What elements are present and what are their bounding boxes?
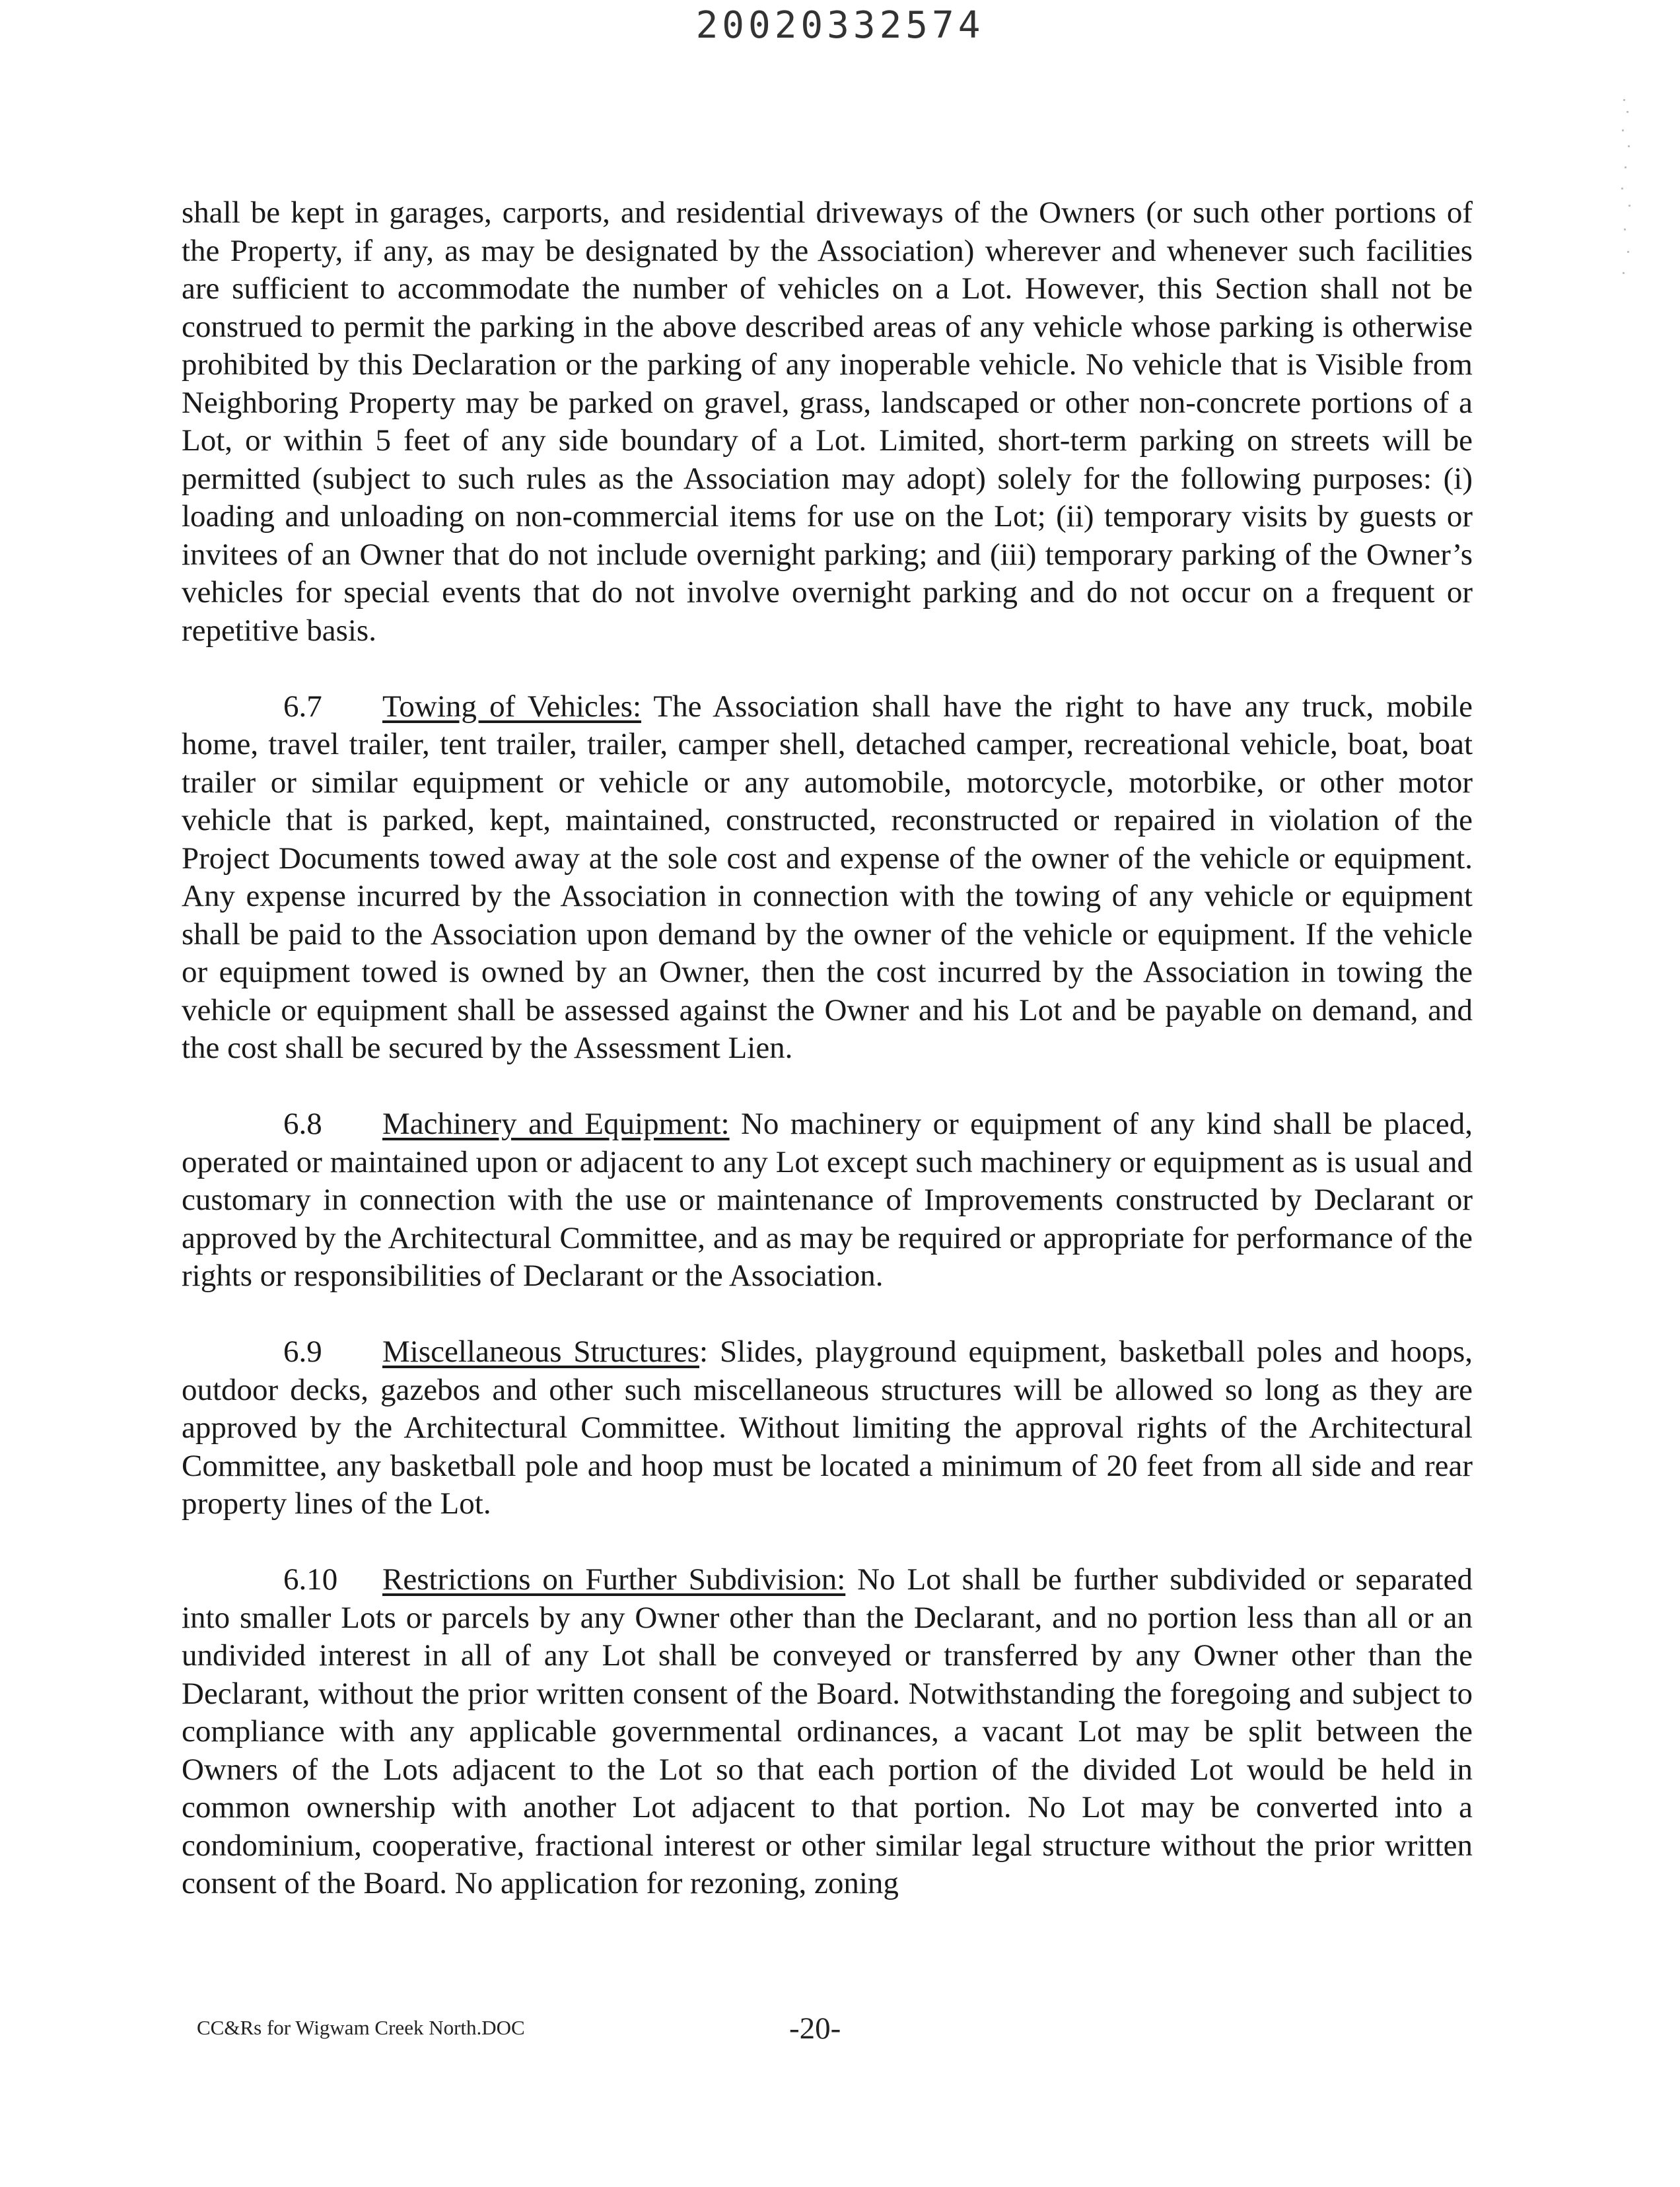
footer-filename: CC&Rs for Wigwam Creek North.DOC <box>197 2016 525 2039</box>
section-number: 6.10 <box>283 1562 338 1597</box>
document-number: 20020332574 <box>695 4 985 47</box>
document-body <box>182 194 1473 1903</box>
section-text: The Association shall have the right to have any truck, mobile home, travel trailer, tent trailer, trailer, camper shell, detached camper, recreational vehicle, boat, boat trailer or similar equipment or vehicle or any automobile, motorcycle, motorbike, or other motor vehicle that is parked, kept, maintained, constructed, reconstructed or repaired in violation of the Project Documents towed away at the sole cost and expense of the owner of the vehicle or equipment. Any expense incurred by the Association in connection with the towing of any vehicle or equipment shall be paid to the Association upon demand by the owner of the vehicle or equipment. If the vehicle or equipment towed is owned by an Owner, then the cost incurred by the Association in towing the vehicle or equipment shall be assessed against the Owner and his Lot and be payable on demand, and the cost shall be secured by the Assessment Lien. <box>182 689 1473 1065</box>
section-number: 6.8 <box>283 1107 322 1141</box>
section-6-10 <box>182 1561 1473 1903</box>
margin-scan-marks <box>1621 99 1634 297</box>
continuation-paragraph: shall be kept in garages, carports, and residential driveways of the Owners (or such other portions of the Property, if any, as may be designated by the Association) wherever and whenever such facilities are sufficient to accommodate the number of vehicles on a Lot. However, this Section shall not be construed to permit the parking in the above described areas of any vehicle whose parking is otherwise prohibited by this Declaration or the parking of any inoperable vehicle. No vehicle that is Visible from Neighboring Property may be parked on gravel, grass, landscaped or other non-concrete portions of a Lot, or within 5 feet of any side boundary of a Lot. Limited, short-term parking on streets will be permitted (subject to such rules as the Association may adopt) solely for the following purposes: (i) loading and unloading on non-commercial items for use on the Lot; (ii) temporary visits by guests or invitees of an Owner that do not include overnight parking; and (iii) temporary parking of the Owner’s vehicles for special events that do not involve overnight parking and do not occur on a frequent or repetitive basis. <box>182 195 1473 648</box>
section-6-8 <box>182 1105 1473 1296</box>
section-heading: Restrictions on Further Subdivision: <box>382 1562 846 1597</box>
section-number: 6.7 <box>283 689 322 724</box>
section-heading: Machinery and Equipment: <box>382 1107 730 1141</box>
section-heading: Miscellaneous Structures <box>382 1335 699 1369</box>
page-number: -20- <box>789 2011 841 2046</box>
section-text: : Slides, playground equipment, basketball poles and hoops, outdoor decks, gazebos and other such miscellaneous structures will be allowed so long as they are approved by the Architectural Committee. Without limiting the approval rights of the Architectural Committee, any basketball pole and hoop must be located a minimum of 20 feet from all side and rear property lines of the Lot. <box>182 1335 1473 1521</box>
section-6-9 <box>182 1333 1473 1523</box>
section-text: No Lot shall be further subdivided or separated into smaller Lots or parcels by any Owner other than the Declarant, and no portion less than all or an undivided interest in all of any Lot shall be conveyed or transferred by any Owner other than the Declarant, without the prior written consent of the Board. Notwithstanding the foregoing and subject to compliance with any applicable governmental ordinances, a vacant Lot may be split between the Owners of the Lots adjacent to the Lot so that each portion of the divided Lot would be held in common ownership with another Lot adjacent to that portion. No Lot may be converted into a condominium, cooperative, fractional interest or other similar legal structure without the prior written consent of the Board. No application for rezoning, zoning <box>182 1562 1473 1900</box>
section-6-7 <box>182 688 1473 1068</box>
section-heading: Towing of Vehicles: <box>382 689 642 724</box>
section-text: No machinery or equipment of any kind shall be placed, operated or maintained upon or adjacent to any Lot except such machinery or equipment as is usual and customary in connection with the use or maintenance of Improvements constructed by Declarant or approved by the Architectural Committee, and as may be required or appropriate for performance of the rights or responsibilities of Declarant or the Association. <box>182 1107 1473 1293</box>
section-number: 6.9 <box>283 1335 322 1369</box>
